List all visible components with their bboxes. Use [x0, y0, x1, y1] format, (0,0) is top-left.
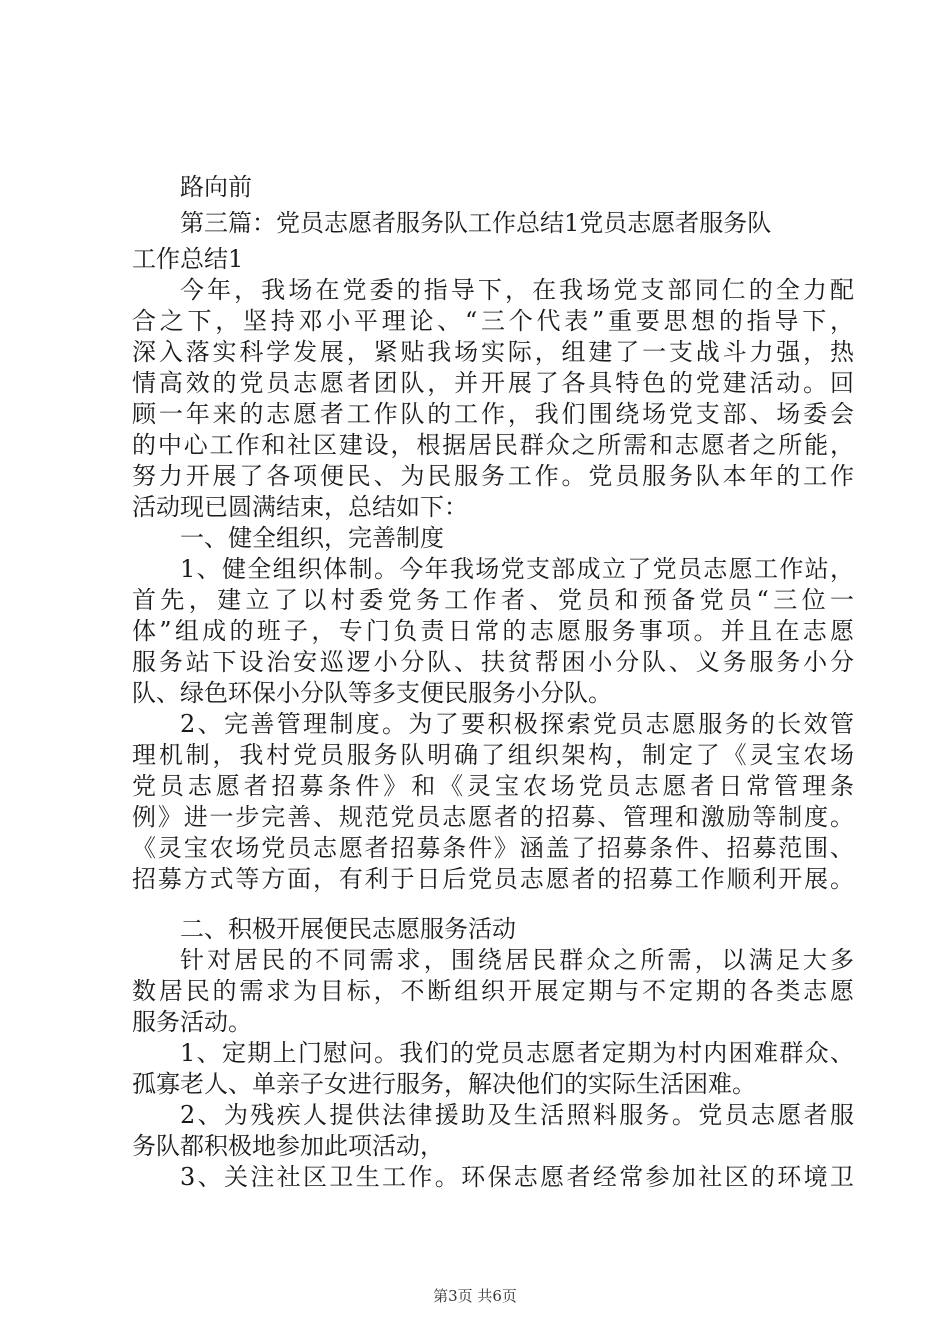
text-line: 今年，我场在党委的指导下，在我场党支部同仁的全力配 [180, 276, 854, 304]
text-line: 顾一年来的志愿者工作队的工作，我们围绕场党支部、场委会 [132, 400, 854, 428]
text-line: 服务活动。 [132, 1008, 252, 1036]
text-line: 的中心工作和社区建设，根据居民群众之所需和志愿者之所能， [132, 431, 854, 459]
text-line: 3、关注社区卫生工作。环保志愿者经常参加社区的环境卫 [180, 1163, 854, 1191]
text-line: 《灵宝农场党员志愿者招募条件》涵盖了招募条件、招募范围、 [132, 834, 854, 862]
text-line: 例》进一步完善、规范党员志愿者的招募、管理和激励等制度。 [132, 803, 854, 831]
text-line: 2、完善管理制度。为了要积极探索党员志愿服务的长效管 [180, 710, 854, 738]
text-line: 服务站下设治安巡逻小分队、扶贫帮困小分队、义务服务小分 [132, 648, 854, 676]
text-line: 合之下，坚持邓小平理论、“三个代表”重要思想的指导下， [132, 307, 854, 335]
section-heading: 第三篇：党员志愿者服务队工作总结1党员志愿者服务队 [180, 209, 772, 237]
text-line: 努力开展了各项便民、为民服务工作。党员服务队本年的工作 [132, 462, 854, 490]
text-line: 深入落实科学发展，紧贴我场实际，组建了一支战斗力强，热 [132, 338, 854, 366]
page-number-footer: 第3页 共6页 [433, 1287, 517, 1305]
text-line: 孤寡老人、单亲子女进行服务，解决他们的实际生活困难。 [132, 1070, 756, 1098]
text-line: 1、定期上门慰问。我们的党员志愿者定期为村内困难群众、 [180, 1039, 854, 1067]
subheading: 一、健全组织，完善制度 [180, 524, 444, 552]
text-line: 路向前 [180, 173, 252, 201]
subheading: 二、积极开展便民志愿服务活动 [180, 915, 516, 943]
section-heading-cont: 工作总结1 [132, 245, 244, 273]
text-line: 针对居民的不同需求，围绕居民群众之所需，以满足大多 [180, 946, 854, 974]
text-line: 1、健全组织体制。今年我场党支部成立了党员志愿工作站， [180, 555, 854, 583]
text-line: 数居民的需求为目标，不断组织开展定期与不定期的各类志愿 [132, 977, 854, 1005]
text-line: 理机制，我村党员服务队明确了组织架构，制定了《灵宝农场 [132, 741, 854, 769]
text-line: 招募方式等方面，有利于日后党员志愿者的招募工作顺利开展。 [132, 865, 854, 893]
text-line: 队、绿色环保小分队等多支便民服务小分队。 [132, 679, 612, 707]
text-line: 务队都积极地参加此项活动， [132, 1132, 444, 1160]
text-line: 2、为残疾人提供法律援助及生活照料服务。党员志愿者服 [180, 1101, 854, 1129]
text-line: 体”组成的班子，专门负责日常的志愿服务事项。并且在志愿 [132, 617, 854, 645]
text-line: 情高效的党员志愿者团队，并开展了各具特色的党建活动。回 [132, 369, 854, 397]
text-line: 活动现已圆满结束，总结如下： [132, 493, 468, 521]
text-line: 党员志愿者招募条件》和《灵宝农场党员志愿者日常管理条 [132, 772, 854, 800]
text-line: 首先，建立了以村委党务工作者、党员和预备党员“三位一 [132, 586, 854, 614]
